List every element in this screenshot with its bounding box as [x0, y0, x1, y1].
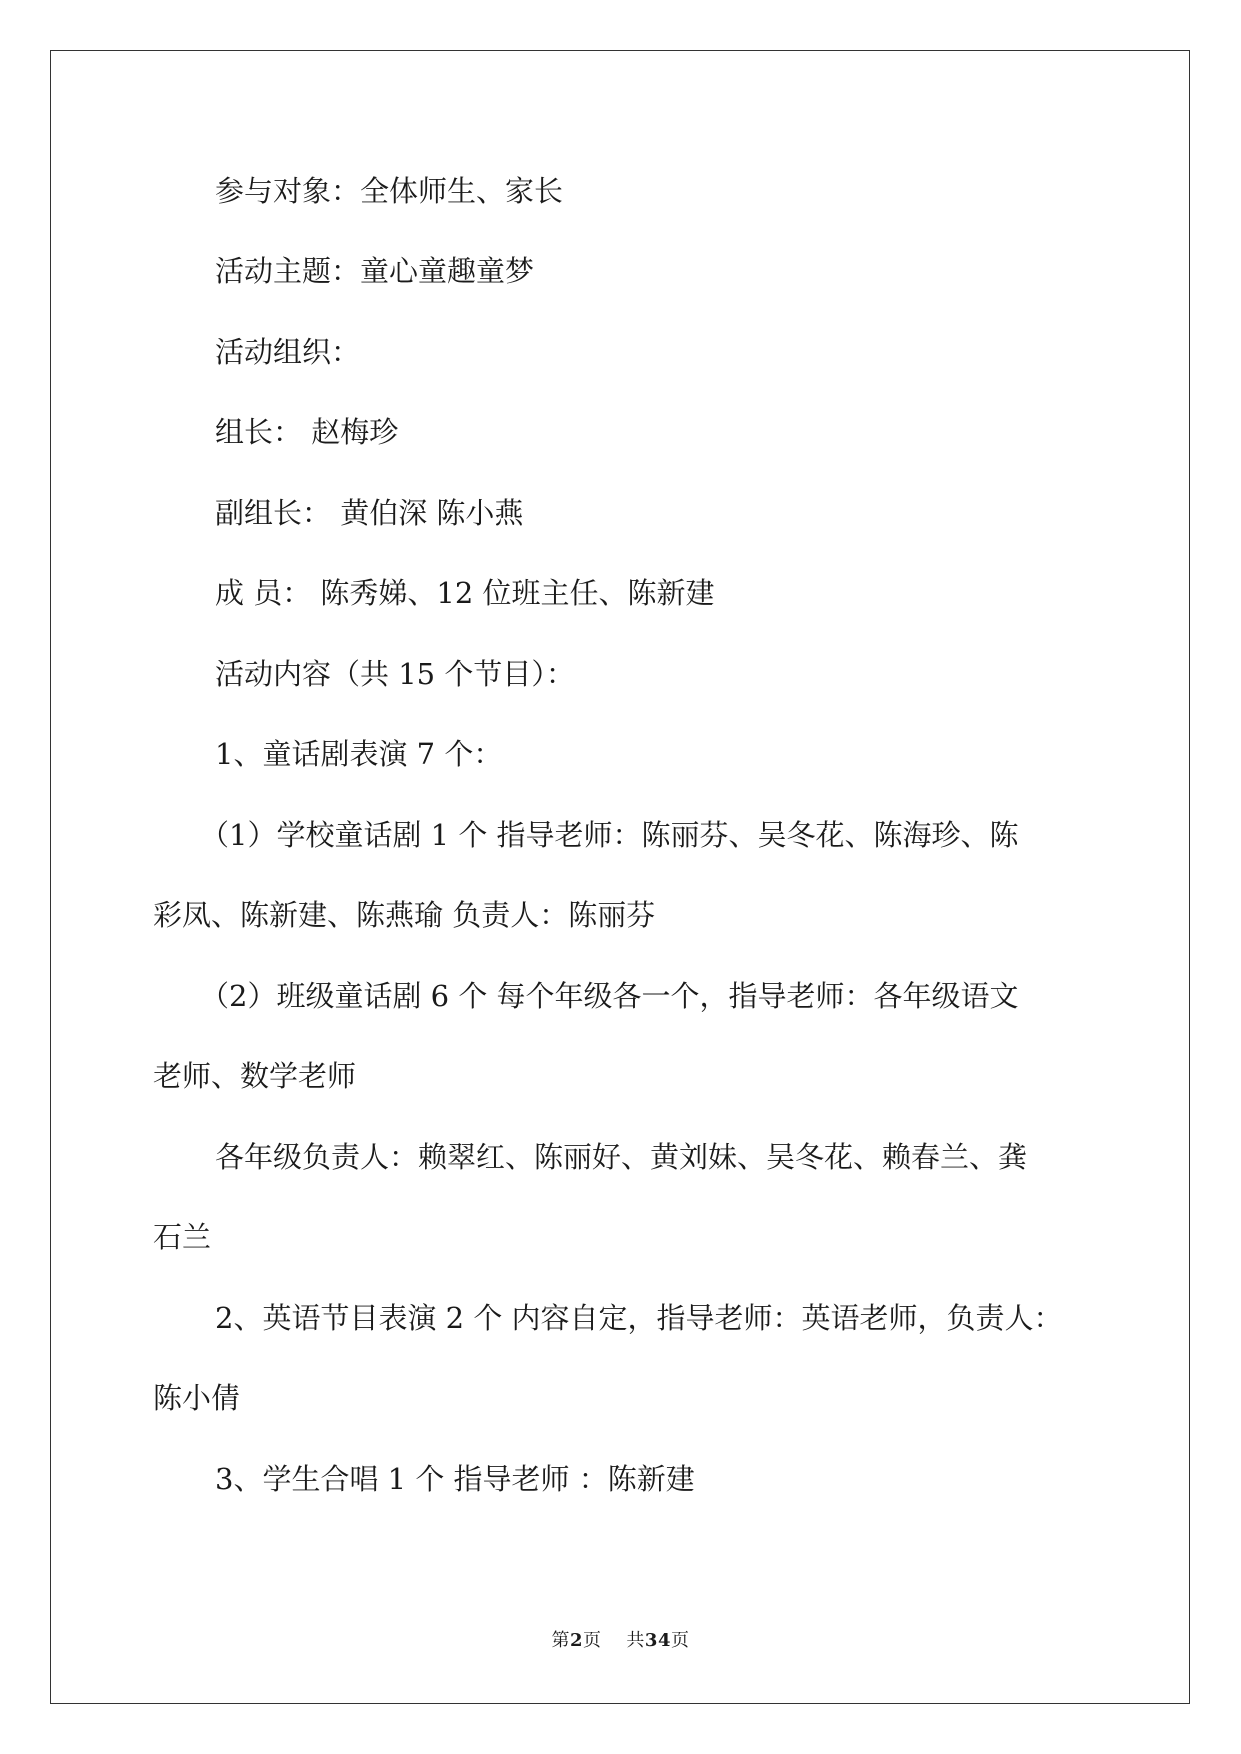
organization-heading: 活动组织： [215, 335, 361, 369]
current-page-number: 2 [570, 1630, 584, 1651]
footer-mid: 页 共 [583, 1630, 645, 1651]
item-1-1-continuation: 彩凤、陈新建、陈燕瑜 负责人：陈丽芬 [153, 898, 656, 932]
page-border [50, 50, 1190, 1704]
grade-leaders-line: 各年级负责人：赖翠红、陈丽好、黄刘妹、吴冬花、赖春兰、龚 [215, 1140, 1028, 1174]
participants-line: 参与对象：全体师生、家长 [215, 174, 564, 208]
members-line: 成 员： 陈秀娣、12 位班主任、陈新建 [215, 576, 715, 610]
leader-line: 组长： 赵梅珍 [215, 415, 399, 449]
theme-line: 活动主题：童心童趣童梦 [215, 254, 535, 288]
footer-suffix: 页 [670, 1630, 690, 1651]
item-1-heading: 1、童话剧表演 7 个： [215, 737, 503, 771]
total-page-count: 34 [644, 1630, 671, 1651]
item-1-2-line: （2）班级童话剧 6 个 每个年级各一个，指导老师：各年级语文 [200, 979, 1019, 1013]
page-footer [0, 1630, 1241, 1652]
vice-leader-line: 副组长： 黄伯深 陈小燕 [215, 496, 524, 530]
item-2-continuation: 陈小倩 [153, 1381, 241, 1415]
item-1-1-line: （1）学校童话剧 1 个 指导老师：陈丽芬、吴冬花、陈海珍、陈 [200, 818, 1019, 852]
item-1-2-continuation: 老师、数学老师 [153, 1059, 357, 1093]
item-2-line: 2、英语节目表演 2 个 内容自定，指导老师：英语老师，负责人： [215, 1301, 1063, 1335]
grade-leaders-continuation: 石兰 [153, 1220, 212, 1254]
footer-prefix: 第 [551, 1630, 570, 1651]
item-3-line: 3、学生合唱 1 个 指导老师 ：陈新建 [215, 1462, 695, 1496]
content-heading: 活动内容（共 15 个节目）： [215, 657, 575, 691]
